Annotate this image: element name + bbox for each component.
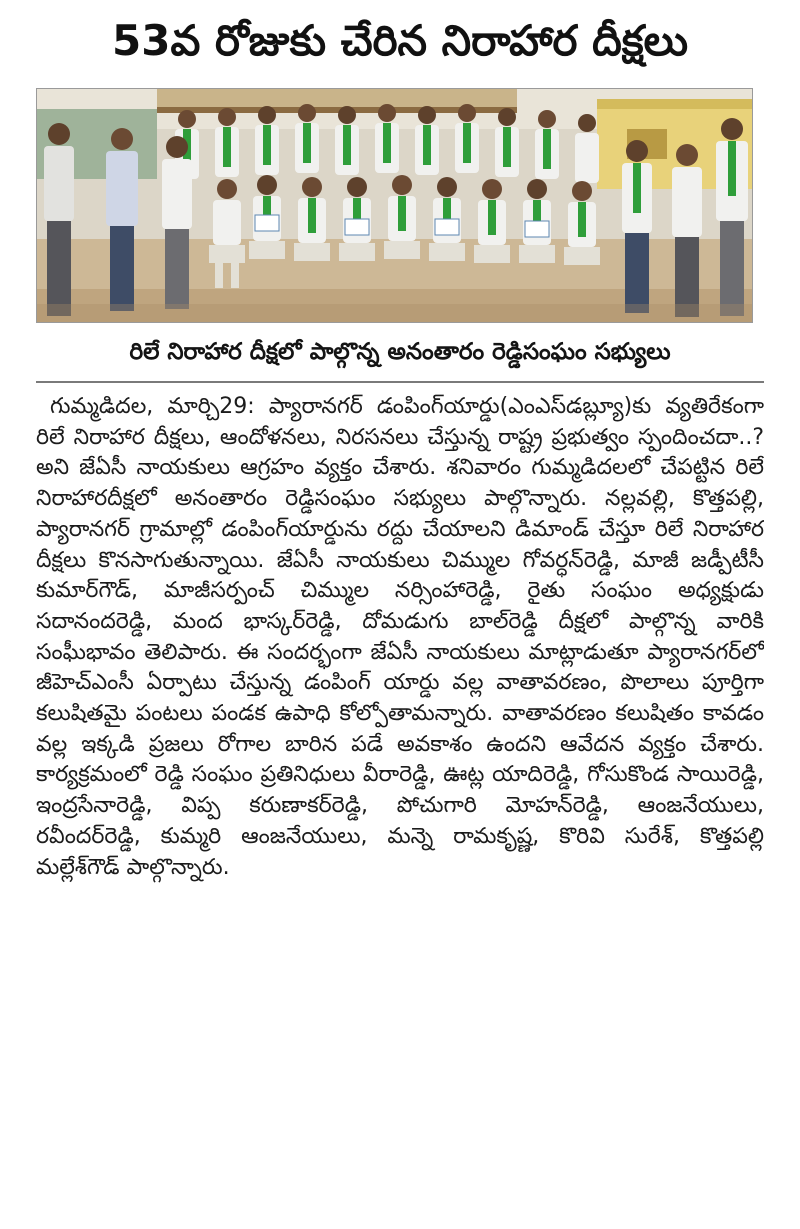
photo-caption: రిలే నిరాహార దీక్షలో పాల్గొన్న అనంతారం రెడ్డిసంఘం సభ్యులు	[129, 339, 671, 365]
caption-divider	[36, 381, 764, 383]
group-photo	[36, 88, 753, 323]
article-body: గుమ్మడిదల, మార్చి29: ప్యారానగర్ డంపింగ్‌యార్డు(ఎంఎస్‌డబ్ల్యూ)కు వ్యతిరేకంగా రిలే నిరాహార దీక్షలు, ఆందోళనలు, నిరసనలు చేస్తున్న రాష్ట్ర ప్రభుత్వం స్పందించదా..? అని జేఏసీ నాయకులు ఆగ్రహం వ్యక్తం చేశారు. శనివారం గుమ్మడిదలలో చేపట్టిన రిలే నిరాహారదీక్షలో అనంతారం రెడ్డిసంఘం సభ్యులు పాల్గొన్నారు. నల్లవల్లి, కొత్తపల్లి, ప్యారానగర్ గ్రామాల్లో డంపింగ్‌యార్డును రద్దు చేయాలని డిమాండ్ చేస్తూ రిలే నిరాహార దీక్షలు కొనసాగుతున్నాయి. జేఏసీ నాయకులు చిమ్ముల గోవర్ధన్‌రెడ్డి, మాజీ జడ్పీటీసీ కుమార్‌గౌడ్, మాజీసర్పంచ్ చిమ్ముల నర్సింహారెడ్డి, రైతు సంఘం అధ్యక్షుడు సదానందరెడ్డి, మంద భాస్కర్‌రెడ్డి, దోమడుగు బాల్‌రెడ్డి దీక్షలో పాల్గొన్న వారికి సంఘీభావం తెలిపారు. ఈ సందర్భంగా జేఏసీ నాయకులు మాట్లాడుతూ ప్యారానగర్‌లో జీహెచ్‌ఎంసీ ఏర్పాటు చేస్తున్న డంపింగ్ యార్డు వల్ల వాతావరణం, పొలాలు పూర్తిగా కలుషితమై పంటలు పండక ఉపాధి కోల్పోతామన్నారు. వాతావరణం కలుషితం కావడం వల్ల ఇక్కడి ప్రజలు రోగాల బారిన పడే అవకాశం ఉందని ఆవేదన వ్యక్తం చేశారు. కార్యక్రమంలో రెడ్డి సంఘం ప్రతినిధులు వీరారెడ్డి, ఊట్ల యాదిరెడ్డి, గోసుకొండ సాయిరెడ్డి, ఇంద్రసేనారెడ్డి, విప్ప కరుణాకర్‌రెడ్డి, పోచుగారి మోహన్‌రెడ్డి, ఆంజనేయులు, రవీందర్‌రెడ్డి, కుమ్మరి ఆంజనేయులు, మన్నె రామకృష్ణ, కొరివి సురేశ్, కొత్తపల్లి మల్లేశ్‌గౌడ్ పాల్గొన్నారు.	[36, 394, 764, 880]
group-photo-illustration	[37, 89, 752, 322]
headline: 53వ రోజుకు చేరిన నిరాహార దీక్షలు	[112, 16, 688, 65]
